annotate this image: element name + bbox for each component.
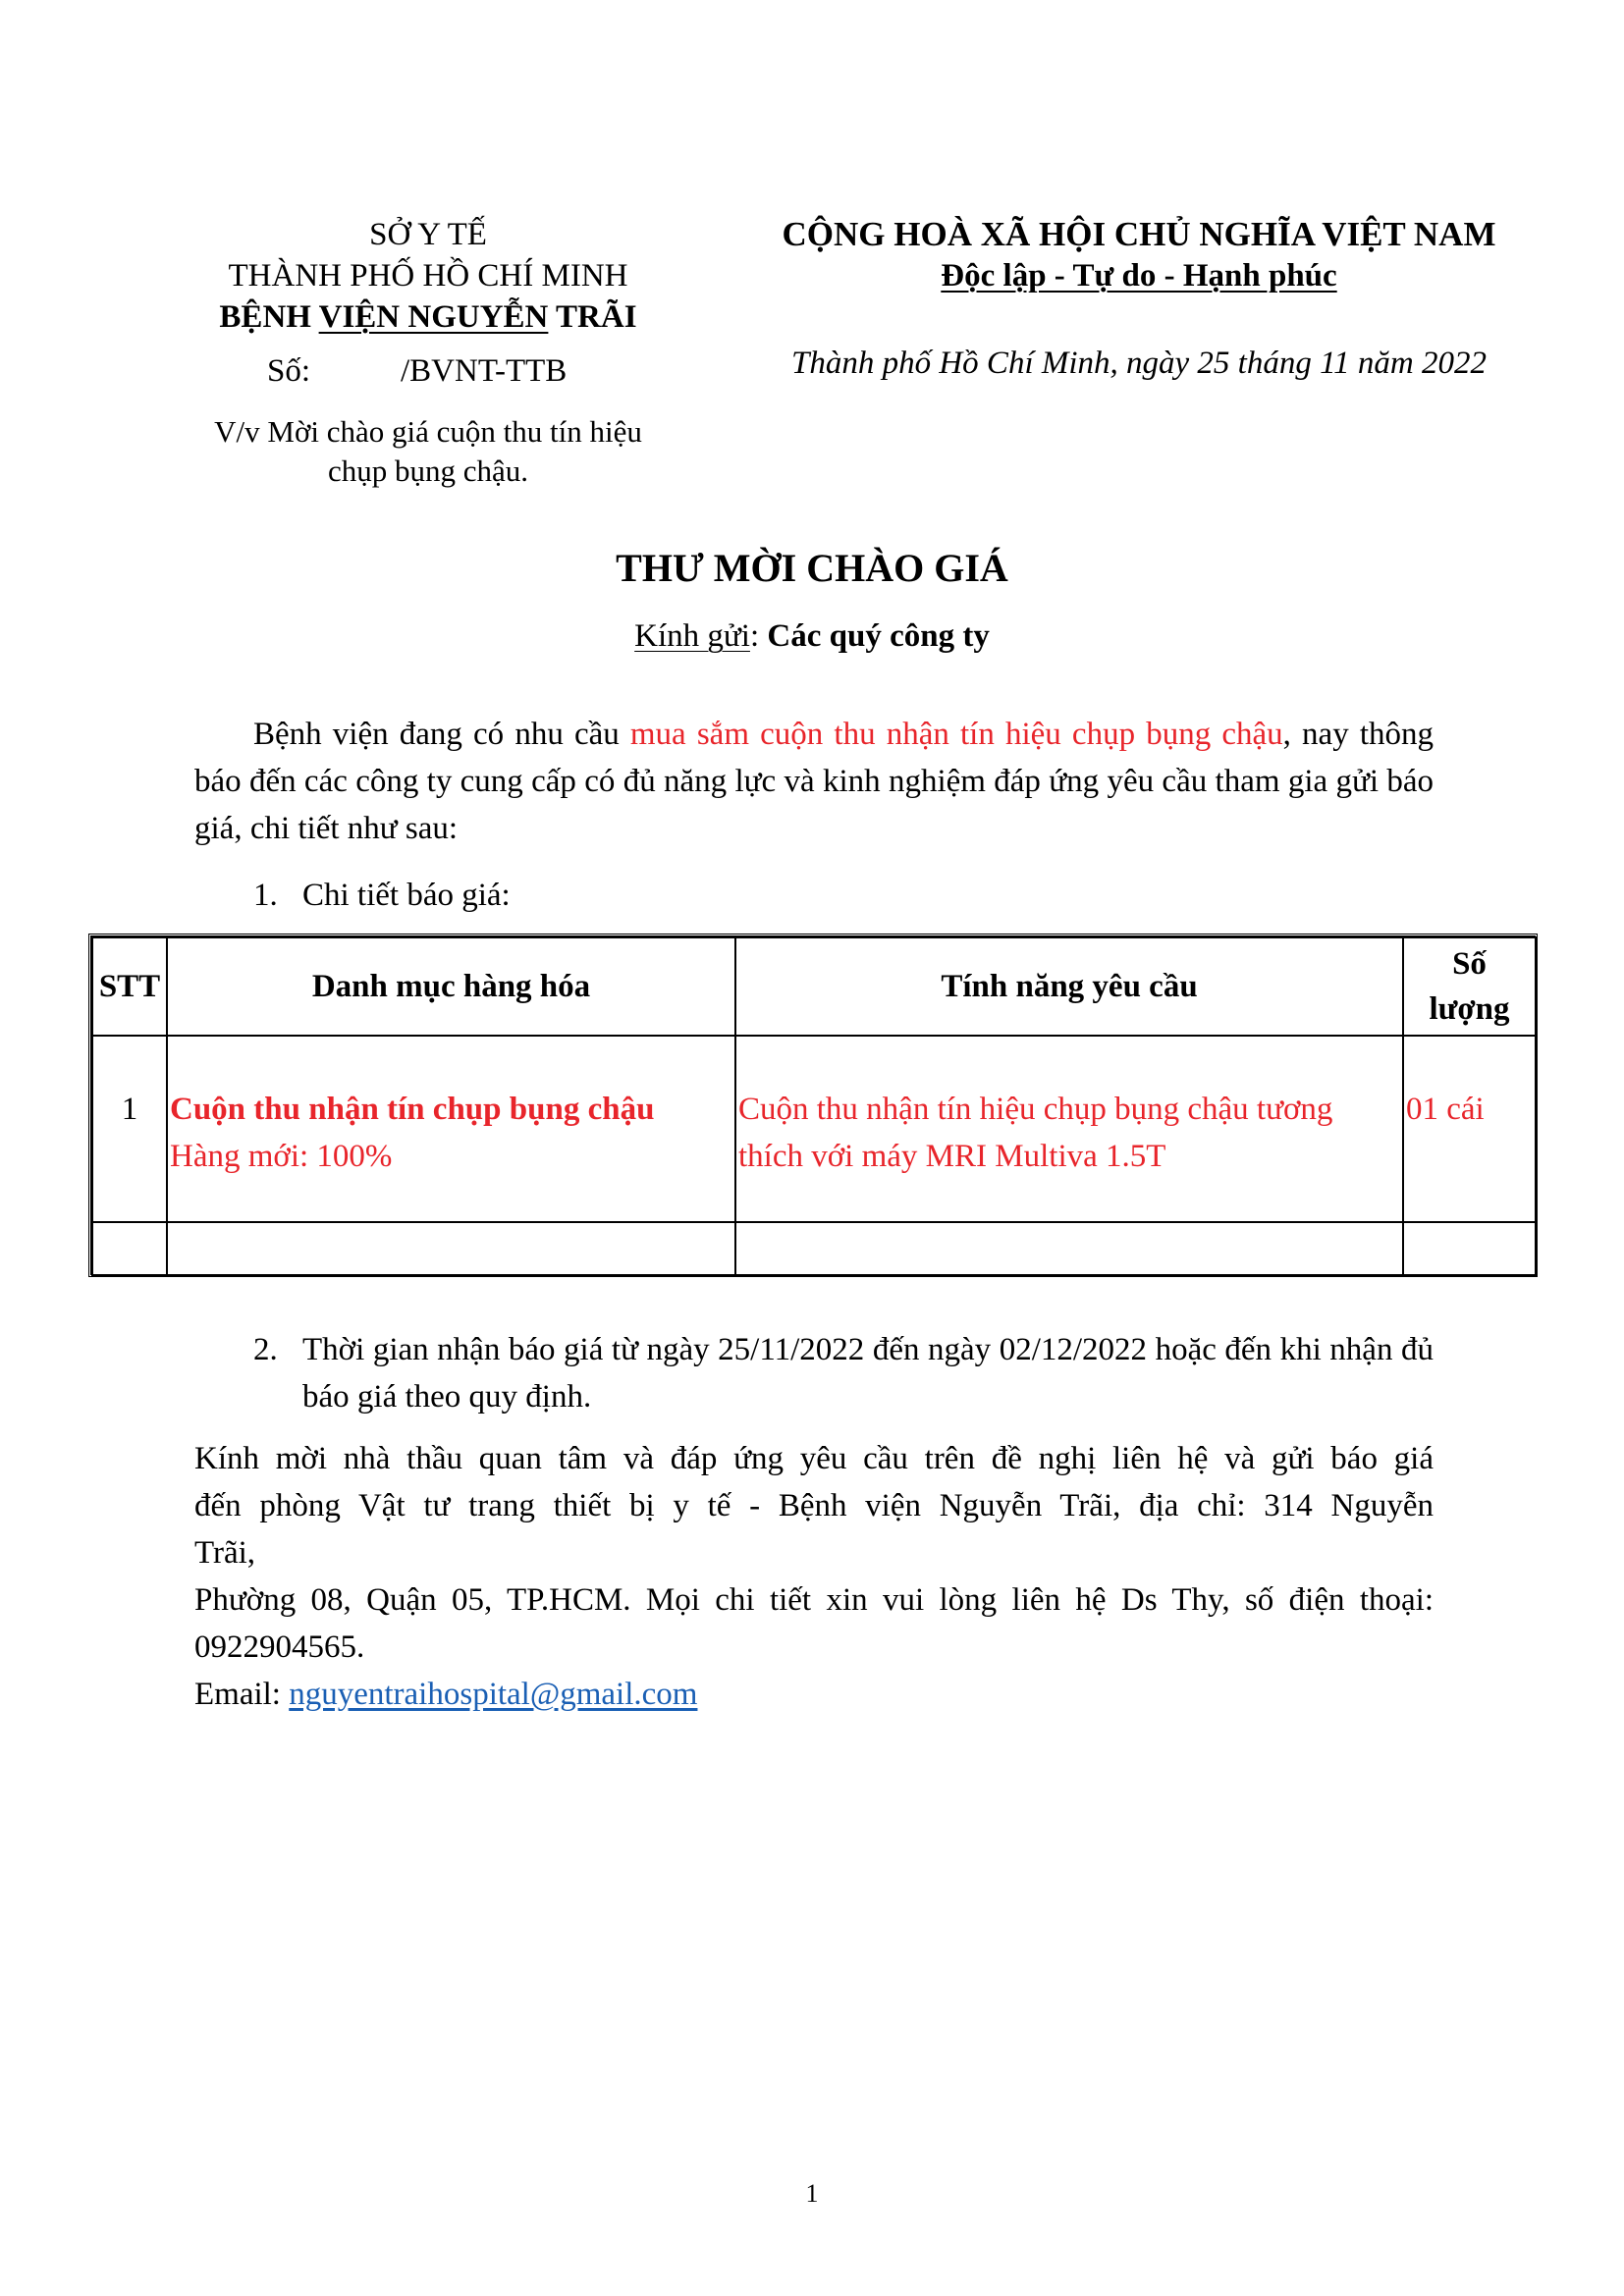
feature-text: Cuộn thu nhận tín hiệu chụp bụng chậu tương thích với máy MRI Multiva 1.5T: [738, 1092, 1333, 1174]
cell-empty: [92, 1222, 167, 1275]
contact-line: Kính mời nhà thầu quan tâm và đáp ứng yêu cầu trên đề nghị liên hệ và gửi báo giá: [194, 1441, 1434, 1476]
email-line: [194, 1671, 1434, 1718]
header-product: Danh mục hàng hóa: [167, 937, 735, 1036]
cell-product: [167, 1036, 735, 1222]
phone-number: 0922904565.: [194, 1629, 365, 1665]
list-item: [253, 872, 1434, 919]
cell-empty: [1403, 1222, 1536, 1275]
date-line: Thành phố Hồ Chí Minh, ngày 25 tháng 11 năm 2022: [791, 346, 1487, 381]
intro-text-2: , nay thông báo đến các công ty cung cấp có đủ năng lực và kinh nghiệm đáp ứng yêu cầu tham gia gửi báo giá, chi tiết như sau:: [194, 717, 1434, 846]
table-row: [92, 1036, 1536, 1222]
national-motto: Độc lập - Tự do - Hạnh phúc: [941, 258, 1337, 294]
hospital-name: [183, 296, 674, 338]
product-condition: Hàng mới: 100%: [170, 1139, 393, 1174]
intro-highlight: mua sắm cuộn thu nhận tín hiệu chụp bụng chậu: [629, 717, 1283, 752]
table-row-empty: [92, 1222, 1536, 1275]
list-number: 1.: [253, 878, 278, 913]
quotation-table: [88, 934, 1538, 1277]
document-title: THƯ MỜI CHÀO GIÁ: [616, 546, 1008, 590]
salutation-label: Kính gửi: [634, 618, 750, 654]
email-link[interactable]: nguyentraihospital@gmail.com: [289, 1677, 698, 1712]
contact-paragraph: [194, 1435, 1434, 1718]
salutation-colon: :: [749, 618, 768, 654]
salutation-recipient: Các quý công ty: [767, 618, 990, 654]
intro-paragraph: [194, 711, 1434, 852]
header-left: [183, 214, 674, 338]
intro-text-1: Bệnh viện đang có nhu cầu: [253, 717, 630, 752]
hospital-name-underlined: VIỆN NGUYỄN: [318, 299, 549, 335]
cell-empty: [167, 1222, 735, 1275]
salutation: [0, 618, 1624, 655]
contact-line: đến phòng Vật tư trang thiết bị y tế - Bệnh viện Nguyễn Trãi, địa chỉ: 314 Nguyễn: [194, 1488, 1434, 1523]
contact-line: Phường 08, Quận 05, TP.HCM. Mọi chi tiết xin vui lòng liên hệ Ds Thy, số điện thoại:: [194, 1582, 1434, 1618]
cell-stt: [92, 1036, 167, 1222]
cell-feature: [735, 1036, 1403, 1222]
product-name: Cuộn thu nhận tín chụp bụng chậu: [170, 1092, 655, 1127]
document-number-value: /BVNT-TTB: [401, 353, 568, 389]
header-right: [687, 214, 1591, 296]
table-header-row: [92, 937, 1536, 1036]
row-stt: 1: [121, 1092, 138, 1127]
email-label: Email:: [194, 1677, 290, 1712]
hospital-suffix: TRÃI: [548, 299, 637, 335]
header-stt: STT: [92, 937, 167, 1036]
list-item: [253, 1326, 1434, 1420]
country-name: CỘNG HOÀ XÃ HỘI CHỦ NGHĨA VIỆT NAM: [782, 215, 1496, 253]
quantity: 01 cái: [1406, 1092, 1485, 1127]
page-number: 1: [805, 2179, 819, 2208]
list-number: 2.: [253, 1332, 278, 1367]
document-number-label: Số:: [267, 353, 311, 389]
subject-line: V/v Mời chào giá cuộn thu tín hiệu chụp bụng chậu.: [214, 414, 642, 488]
cell-empty: [735, 1222, 1403, 1275]
department-name: SỞ Y TẾ: [369, 217, 487, 252]
contact-line: Trãi,: [194, 1535, 256, 1571]
hospital-prefix: BỆNH: [219, 299, 319, 335]
document-number: [267, 353, 568, 390]
list-text: Chi tiết báo giá:: [302, 878, 511, 913]
header-feature: Tính năng yêu cầu: [735, 937, 1403, 1036]
header-qty: Số lượng: [1403, 937, 1536, 1036]
list-text: Thời gian nhận báo giá từ ngày 25/11/2022 đến ngày 02/12/2022 hoặc đến khi nhận đủ báo giá theo quy định.: [302, 1332, 1434, 1415]
cell-qty: [1403, 1036, 1536, 1222]
city-name: THÀNH PHỐ HỒ CHÍ MINH: [228, 258, 628, 294]
